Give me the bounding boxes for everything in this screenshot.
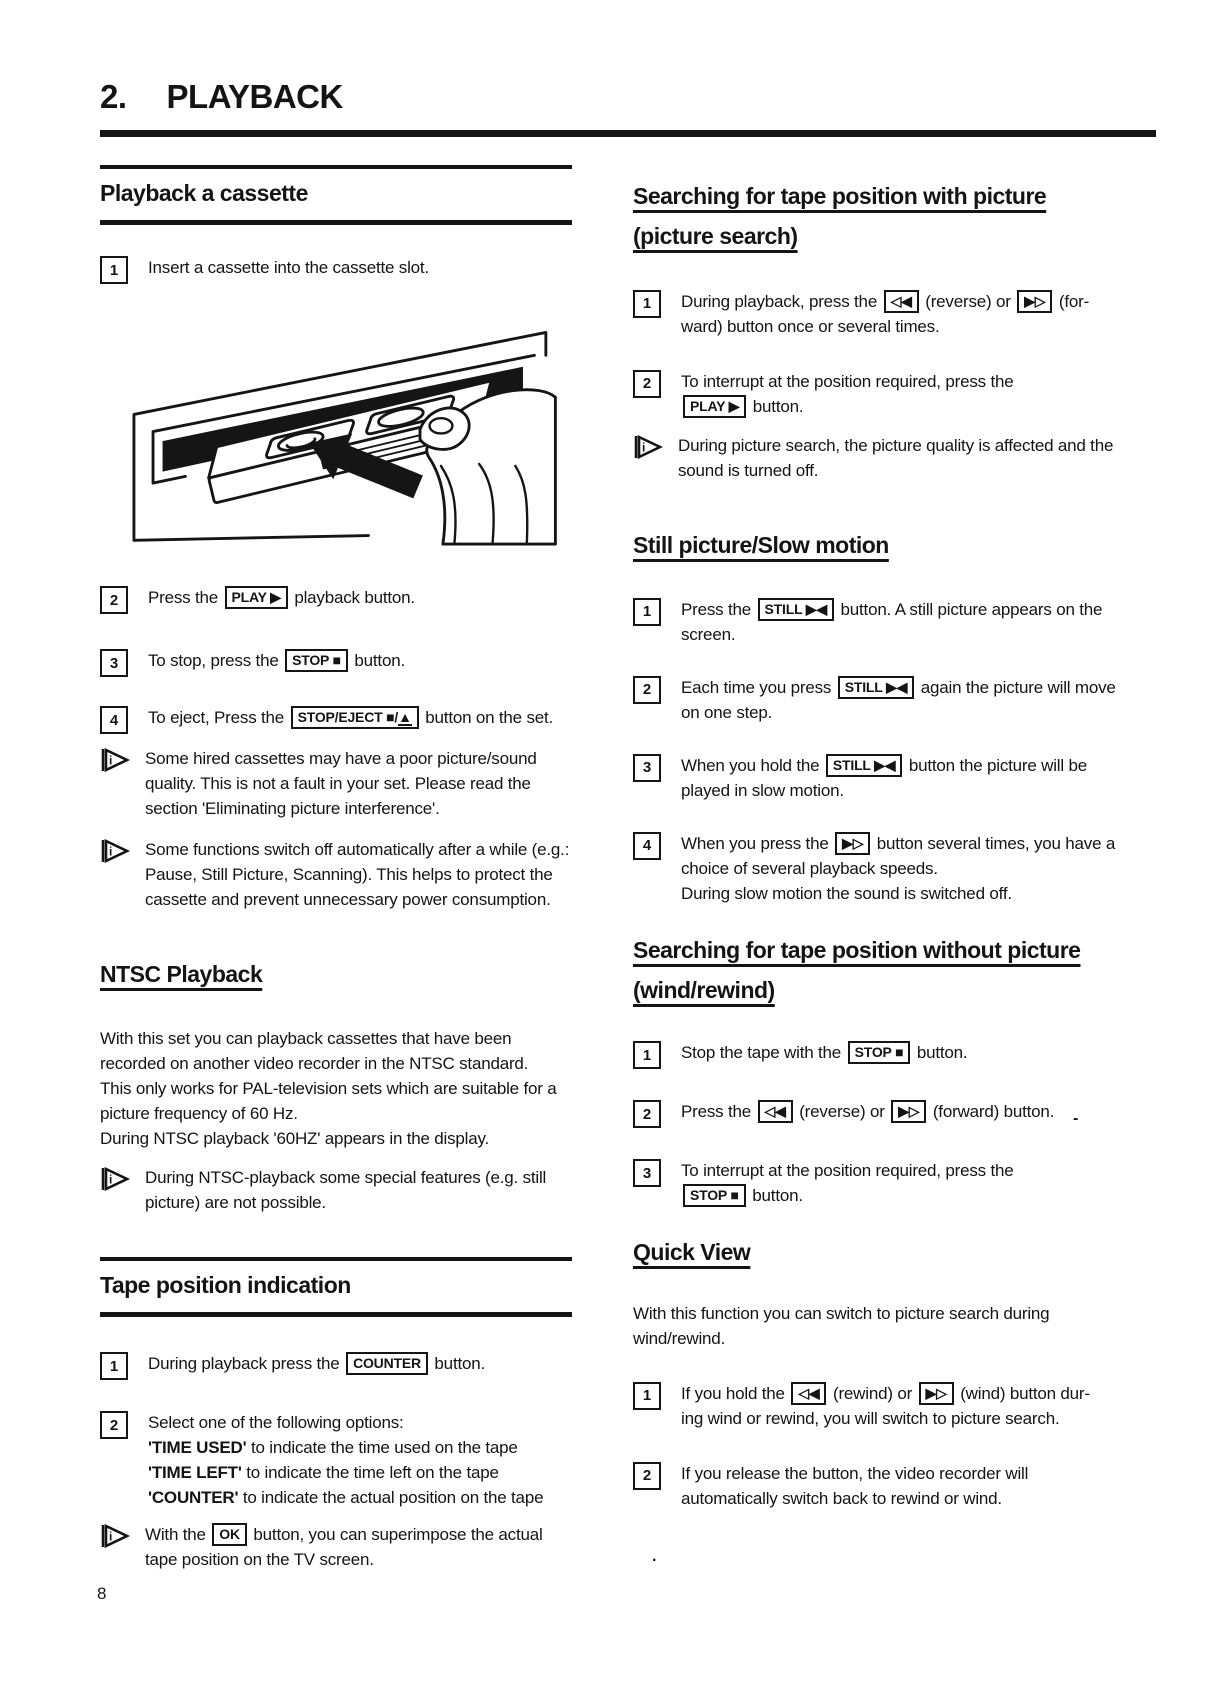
section-title-playback-a-cassette: Playback a cassette — [100, 165, 572, 225]
quick-view-intro: With this function you can switch to picture search during wind/rewind. — [633, 1303, 1050, 1348]
scan-artifact-dash: - — [1073, 1110, 1079, 1127]
step-number-box: 2 — [633, 1100, 661, 1128]
step-text: Insert a cassette into the cassette slot. — [148, 258, 429, 277]
title-line: Searching for tape position without picture — [633, 936, 1081, 963]
note-auto-switch-off — [100, 837, 572, 912]
step-text: Press the — [681, 1102, 756, 1122]
step-number-box: 1 — [100, 1352, 128, 1380]
option-text: to indicate the actual position on the tape — [238, 1488, 544, 1508]
title-line: (picture search) — [633, 223, 798, 250]
step-insert-cassette — [100, 255, 572, 284]
cassette-insert-illustration — [118, 300, 572, 551]
step-press-stop — [100, 648, 572, 677]
step-press-counter — [100, 1351, 572, 1380]
option-text: to indicate the time used on the tape — [246, 1438, 518, 1458]
step-number-box: 1 — [633, 290, 661, 318]
info-arrow-icon — [100, 1167, 130, 1191]
stop-button-badge: STOP ■ — [848, 1041, 911, 1064]
step-text: button. — [747, 1186, 803, 1206]
reverse-button-badge: ◁◀ — [884, 290, 919, 313]
step-text: playback button. — [289, 588, 415, 607]
step-text: button several times, you have a choice of several playback speeds. — [681, 833, 1116, 878]
step-text: (for- — [1054, 291, 1090, 311]
option-text: to indicate the time left on the tape — [241, 1463, 499, 1483]
ok-button-badge: OK — [212, 1523, 247, 1546]
body-line: This only works for PAL-television sets which are suitable for a picture frequency of 60 Hz. — [100, 1079, 557, 1124]
step-text: button. — [748, 396, 804, 416]
reverse-button-badge: ◁◀ — [791, 1382, 826, 1405]
chapter-rule — [100, 130, 1156, 137]
step-text: If you release the button, the video recorder will automatically switch back to rewind or wind. — [681, 1463, 1029, 1508]
step-text: (reverse) or — [794, 1102, 890, 1122]
option-line — [148, 1460, 572, 1485]
step-text: To stop, press the — [148, 651, 284, 670]
step-text: button. — [912, 1043, 968, 1063]
step-number-box: 4 — [100, 706, 128, 734]
section-title-still-slow: Still picture/Slow motion — [633, 531, 889, 558]
step-text: To eject, Press the — [148, 708, 289, 727]
step-number-box: 1 — [633, 1041, 661, 1069]
step-text: During playback, press the — [681, 291, 882, 311]
step-text: Press the — [148, 588, 223, 607]
body-line: During NTSC playback '60HZ' appears in the display. — [100, 1129, 490, 1149]
step-text: again the picture will move on one step. — [681, 677, 1116, 722]
title-line: (wind/rewind) — [633, 977, 775, 1003]
step-quick-view-hold — [633, 1381, 1125, 1431]
step-number-box: 1 — [100, 256, 128, 284]
info-arrow-icon — [100, 1524, 130, 1548]
step-slow-speeds — [633, 831, 1125, 906]
step-text: To interrupt at the position required, press the — [681, 371, 1014, 391]
step-picture-search-interrupt — [633, 369, 1125, 419]
still-button-badge: STILL ▶◀ — [838, 676, 914, 699]
step-number-box: 1 — [633, 598, 661, 626]
note-text: Some hired cassettes may have a poor picture/sound quality. This is not a fault in your set. Please read the section 'Eliminating picture interference'. — [145, 749, 537, 818]
step-text: If you hold the — [681, 1383, 790, 1403]
svg-text:i: i — [109, 1172, 113, 1187]
step-still-press — [633, 597, 1125, 647]
note-ok-superimpose — [100, 1522, 572, 1572]
step-text: (reverse) or — [920, 291, 1016, 311]
chapter-number: 2. — [100, 78, 127, 115]
section-title-quick-view: Quick View — [633, 1239, 751, 1266]
step-text: (forward) button. — [928, 1102, 1055, 1122]
page-number: 8 — [97, 1584, 107, 1603]
forward-button-badge: ▶▷ — [835, 832, 870, 855]
step-text: button. A still picture appears on the screen. — [681, 599, 1103, 644]
play-button-badge: PLAY ▶ — [683, 395, 746, 418]
stop-eject-label: STOP/EJECT ■/ — [297, 709, 399, 725]
step-text: (rewind) or — [828, 1383, 917, 1403]
svg-text:i: i — [109, 844, 113, 859]
note-picture-search-quality — [633, 433, 1125, 483]
step-text: button on the set. — [420, 708, 554, 727]
svg-text:i: i — [109, 753, 113, 768]
info-arrow-icon — [633, 435, 663, 459]
title-line: Searching for tape position with picture — [633, 183, 1047, 209]
cassette-insert-drawing — [118, 300, 558, 546]
chapter-title: PLAYBACK — [166, 78, 343, 115]
step-wind-interrupt — [633, 1158, 1125, 1208]
stop-button-badge: STOP ■ — [683, 1184, 746, 1207]
forward-button-badge: ▶▷ — [891, 1100, 926, 1123]
step-number-box: 2 — [100, 586, 128, 614]
section-title-tape-position: Tape position indication — [100, 1257, 572, 1317]
option-term: 'TIME USED' — [148, 1438, 247, 1458]
still-button-badge: STILL ▶◀ — [826, 754, 902, 777]
eject-icon: ▲ — [398, 709, 412, 725]
section-title-picture-search — [633, 176, 1125, 257]
step-number-box: 3 — [100, 649, 128, 677]
step-number-box: 3 — [633, 754, 661, 782]
step-text: (wind) button dur- — [955, 1383, 1090, 1403]
step-number-box: 3 — [633, 1159, 661, 1187]
step-quick-view-release — [633, 1461, 1125, 1511]
step-text: button the picture will be played in slow motion. — [681, 755, 1087, 800]
stop-eject-button-badge — [291, 706, 419, 729]
ntsc-body — [100, 1026, 572, 1151]
step-number-box: 4 — [633, 832, 661, 860]
step-text: During playback press the — [148, 1354, 345, 1374]
step-wind-stop — [633, 1040, 1125, 1069]
chapter-header — [100, 78, 1156, 137]
option-term: 'COUNTER' — [148, 1488, 239, 1508]
info-arrow-icon — [100, 748, 130, 772]
step-text: button. — [429, 1354, 486, 1374]
svg-text:i: i — [109, 1529, 113, 1544]
info-arrow-icon — [100, 839, 130, 863]
step-select-option — [100, 1410, 572, 1510]
note-text: button, you can superimpose the actual tape position on the TV screen. — [145, 1525, 543, 1570]
option-line — [148, 1485, 572, 1510]
forward-button-badge: ▶▷ — [919, 1382, 954, 1405]
right-column — [633, 176, 1125, 1511]
step-picture-search-press — [633, 289, 1125, 339]
step-text: Each time you press — [681, 677, 836, 697]
note-text: With the — [145, 1525, 211, 1545]
step-still-step — [633, 675, 1125, 725]
step-text: When you press the — [681, 833, 834, 853]
still-button-badge: STILL ▶◀ — [758, 598, 834, 621]
section-title-wind-rewind — [633, 930, 1125, 1011]
step-still-hold — [633, 753, 1125, 803]
note-ntsc-features — [100, 1165, 572, 1215]
note-text: During picture search, the picture quality is affected and the sound is turned off. — [678, 435, 1114, 480]
step-text: Select one of the following options: — [148, 1413, 404, 1433]
forward-button-badge: ▶▷ — [1017, 290, 1052, 313]
step-text: Press the — [681, 599, 756, 619]
step-number-box: 2 — [633, 370, 661, 398]
option-line — [148, 1435, 572, 1460]
step-press-play — [100, 585, 572, 614]
section-title-ntsc-playback: NTSC Playback — [100, 961, 263, 987]
step-text: button. — [349, 651, 405, 670]
counter-button-badge: COUNTER — [346, 1352, 428, 1375]
step-text: When you hold the — [681, 755, 824, 775]
step-text: To interrupt at the position required, press the — [681, 1161, 1014, 1181]
svg-text:i: i — [642, 440, 646, 454]
step-number-box: 1 — [633, 1382, 661, 1410]
step-text: Stop the tape with the — [681, 1043, 846, 1063]
step-number-box: 2 — [633, 676, 661, 704]
note-hired-cassettes — [100, 746, 572, 821]
step-wind-press — [633, 1099, 1125, 1128]
body-line: With this set you can playback cassettes that have been recorded on another video recorder in the NTSC standard. — [100, 1029, 529, 1074]
step-eject — [100, 705, 572, 734]
step-text: ing wind or rewind, you will switch to picture search. — [681, 1408, 1060, 1428]
step-text: During slow motion the sound is switched off. — [681, 883, 1012, 903]
option-term: 'TIME LEFT' — [148, 1463, 242, 1483]
note-text: During NTSC-playback some special features (e.g. still picture) are not possible. — [145, 1168, 547, 1213]
step-text: ward) button once or several times. — [681, 316, 940, 336]
play-button-badge: PLAY ▶ — [225, 586, 288, 609]
left-column — [100, 165, 572, 1572]
step-number-box: 2 — [100, 1411, 128, 1439]
scan-artifact-dot: . — [652, 1548, 657, 1565]
stop-button-badge: STOP ■ — [285, 649, 348, 672]
note-text: Some functions switch off automatically after a while (e.g.: Pause, Still Picture, Scanning). This helps to protect the cassette and prevent unnecessary power consumption. — [145, 840, 570, 909]
reverse-button-badge: ◁◀ — [758, 1100, 793, 1123]
step-number-box: 2 — [633, 1462, 661, 1490]
